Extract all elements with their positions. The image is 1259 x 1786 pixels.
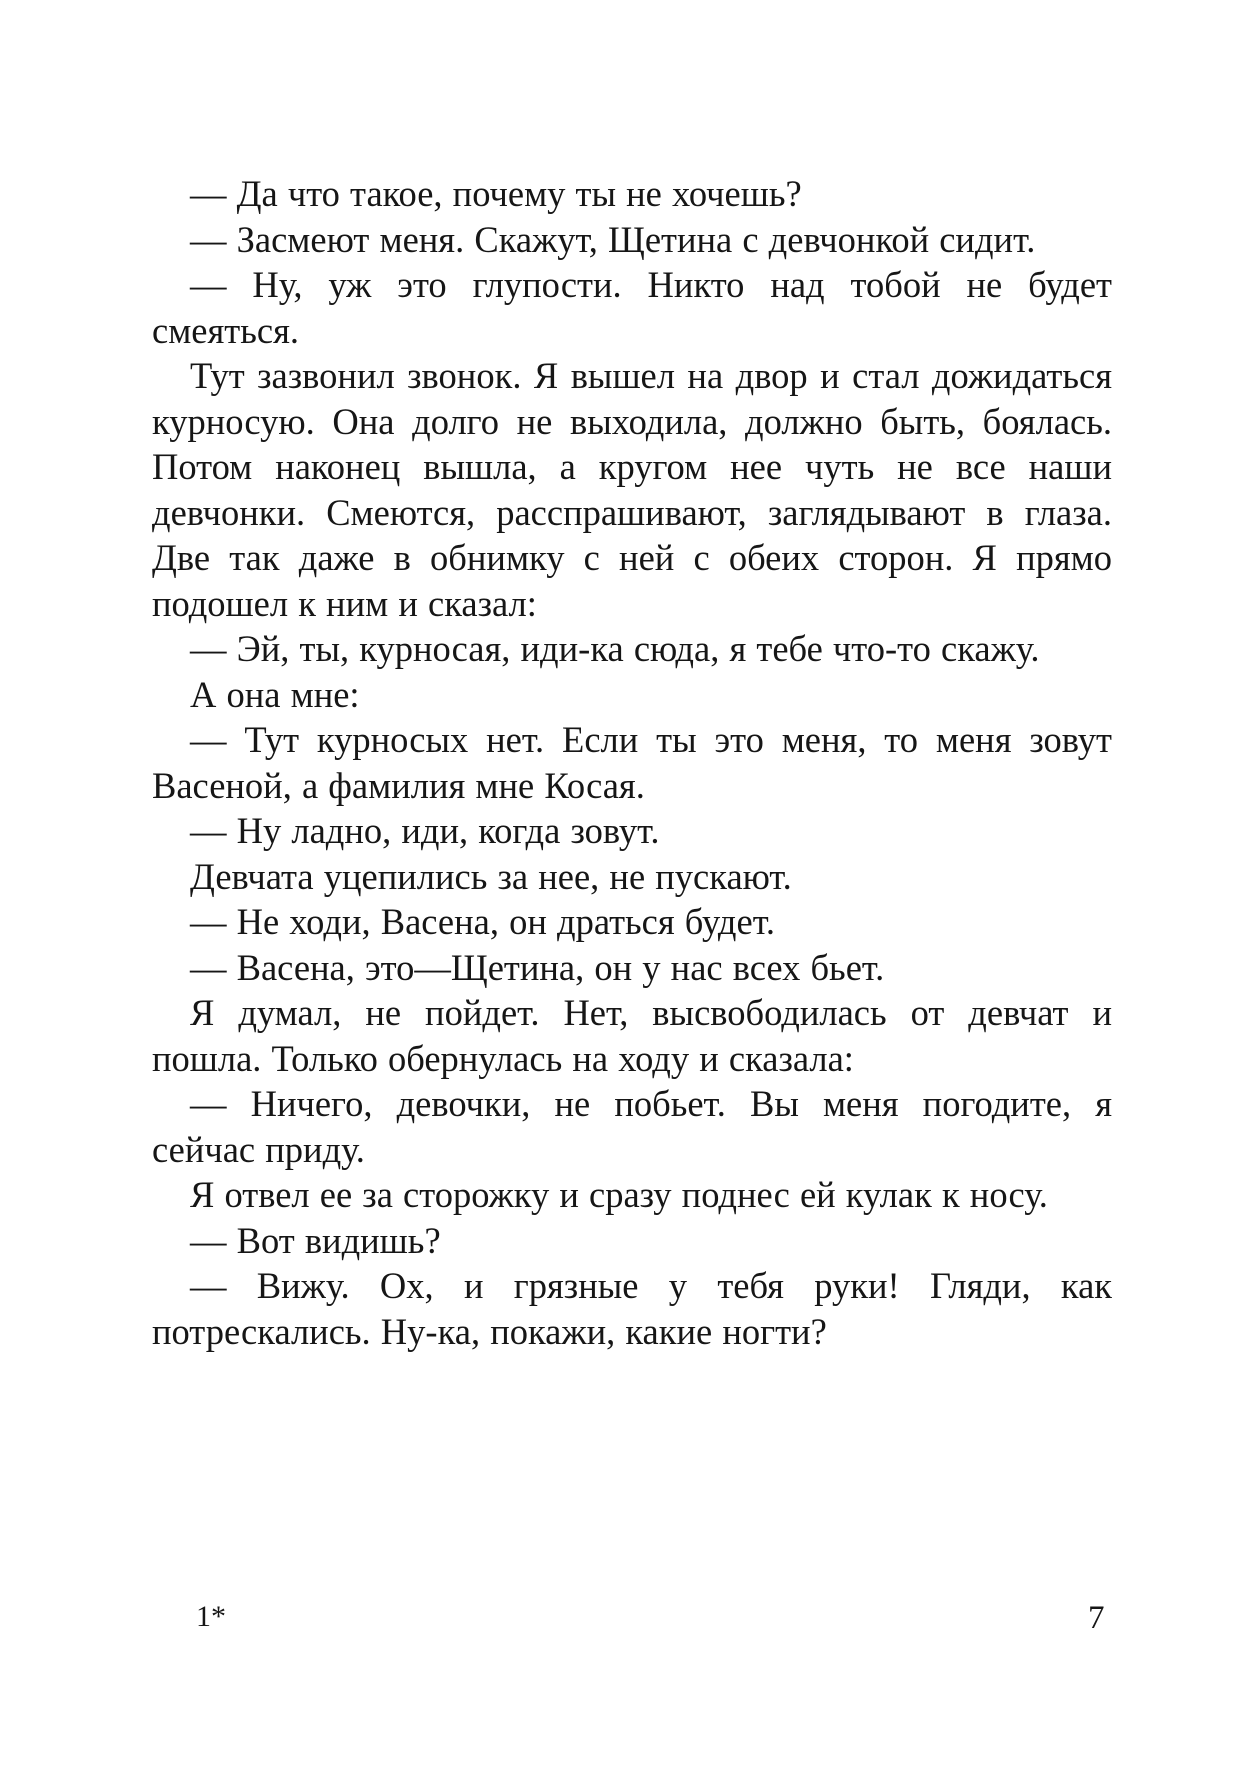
paragraph: — Ну ладно, иди, когда зовут. [190, 810, 660, 851]
paragraph: — Ничего, девочки, не побьет. Вы меня погодите, я сейчас приду. [152, 1083, 1112, 1170]
page-text [152, 171, 1112, 1354]
paragraph: Тут зазвонил звонок. Я вышел на двор и стал дожидаться курносую. Она долго не выходила, должно быть, боялась. Потом наконец вышла, а кругом нее чуть не все наши девчонки. Смеются, расспрашивают, заглядывают в глаза. Две так даже в обнимку с ней с обеих сторон. Я прямо подошел к ним и сказал: [152, 355, 1112, 624]
paragraph: — Тут курносых нет. Если ты это меня, то меня зовут Васеной, а фамилия мне Косая. [152, 719, 1112, 806]
page-number: 7 [1088, 1600, 1105, 1636]
paragraph: Я думал, не пойдет. Нет, высвободилась от девчат и пошла. Только обернулась на ходу и сказала: [152, 992, 1112, 1079]
paragraph: — Да что такое, почему ты не хочешь? [190, 173, 802, 214]
paragraph: Девчата уцепились за нее, не пускают. [190, 855, 792, 897]
paragraph: А она мне: [190, 673, 360, 715]
paragraph: Я отвел ее за сторожку и сразу поднес ей кулак к носу. [190, 1174, 1048, 1215]
signature-mark: 1* [196, 1600, 226, 1633]
paragraph: — Ну, уж это глупости. Никто над тобой не будет смеяться. [152, 264, 1112, 351]
paragraph: — Вижу. Ох, и грязные у тебя руки! Гляди, как потрескались. Ну-ка, покажи, какие ногти? [152, 1265, 1112, 1352]
paragraph: — Васена, это—Щетина, он у нас всех бьет. [190, 946, 885, 988]
paragraph: — Эй, ты, курносая, иди-ка сюда, я тебе что-то скажу. [190, 628, 1040, 669]
paragraph: — Не ходи, Васена, он драться будет. [190, 901, 776, 942]
paragraph: — Засмеют меня. Скажут, Щетина с девчонкой сидит. [190, 218, 1036, 260]
paragraph: — Вот видишь? [190, 1219, 441, 1261]
